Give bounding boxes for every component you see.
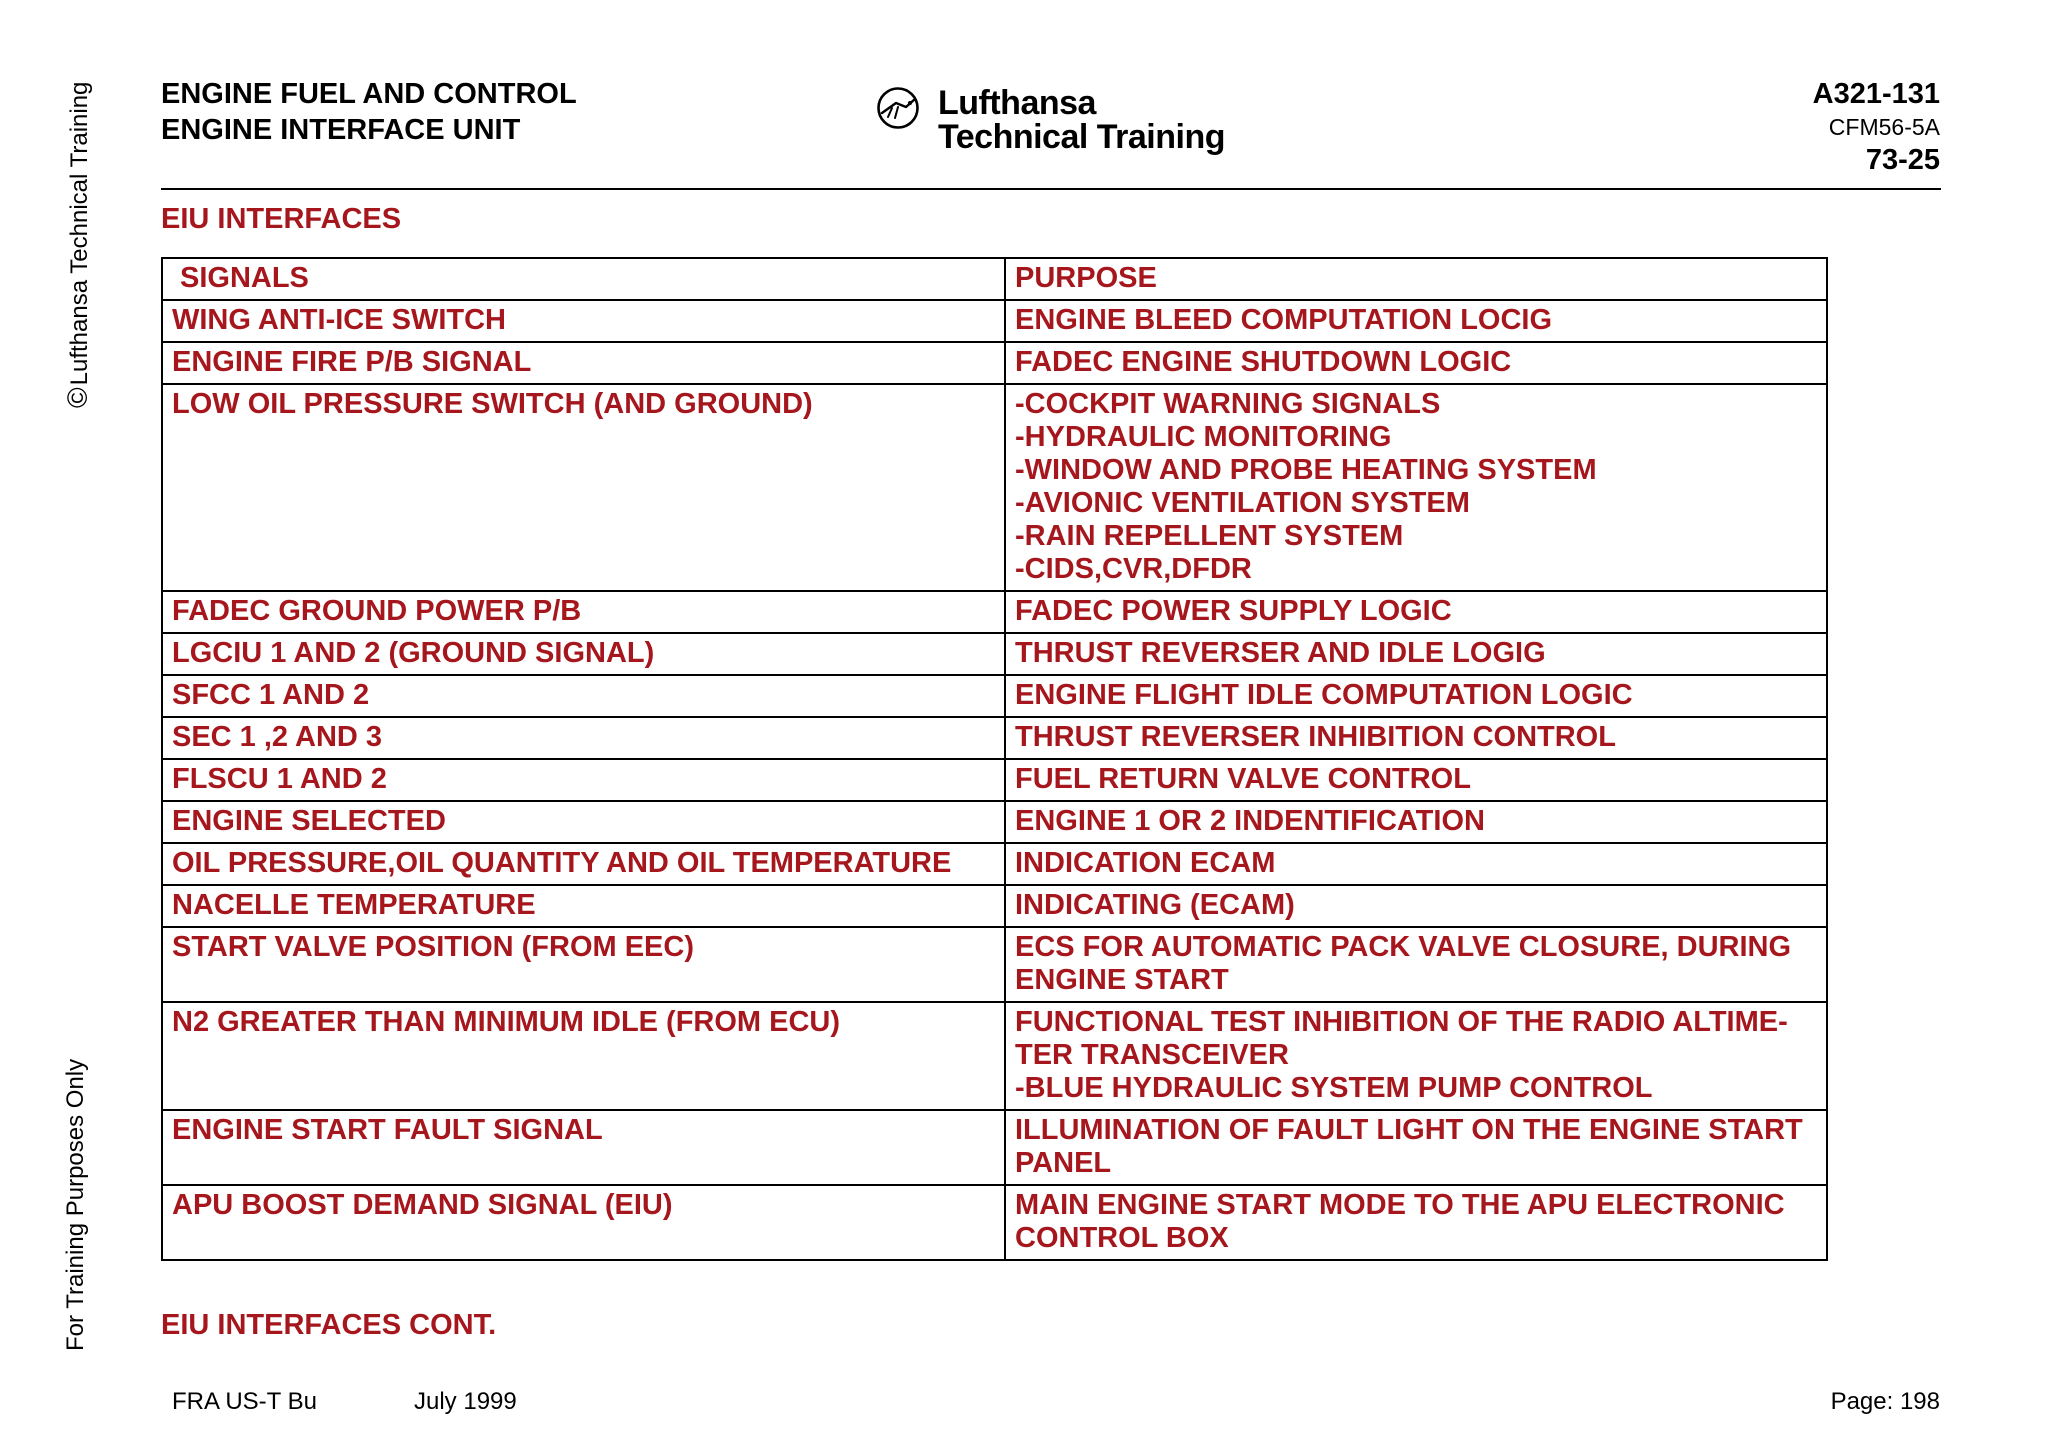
purpose-cell-line: -RAIN REPELLENT SYSTEM bbox=[1015, 520, 1404, 552]
purpose-cell bbox=[1005, 717, 1827, 759]
signal-cell bbox=[162, 591, 1005, 633]
signal-cell bbox=[162, 342, 1005, 384]
signal-cell bbox=[162, 1002, 1005, 1110]
crane-icon bbox=[876, 86, 920, 130]
signal-cell bbox=[162, 927, 1005, 1002]
table-row bbox=[162, 1110, 1827, 1185]
signal-cell bbox=[162, 633, 1005, 675]
lufthansa-logo bbox=[876, 86, 1225, 154]
table-row bbox=[162, 1185, 1827, 1260]
signal-cell-line: WING ANTI-ICE SWITCH bbox=[172, 304, 506, 336]
purpose-cell bbox=[1005, 1002, 1827, 1110]
purpose-cell bbox=[1005, 759, 1827, 801]
table-row bbox=[162, 300, 1827, 342]
signal-cell bbox=[162, 675, 1005, 717]
header-divider bbox=[161, 188, 1941, 190]
signal-cell-line: NACELLE TEMPERATURE bbox=[172, 889, 536, 921]
table-row bbox=[162, 885, 1827, 927]
purpose-cell-line: FUNCTIONAL TEST INHIBITION OF THE RADIO ALTIME- bbox=[1015, 1006, 1788, 1038]
purpose-cell-line: -CIDS,CVR,DFDR bbox=[1015, 553, 1252, 585]
signal-cell-line: ENGINE FIRE P/B SIGNAL bbox=[172, 346, 532, 378]
training-purposes-note: For Training Purposes Only bbox=[62, 1058, 89, 1351]
table-row bbox=[162, 1002, 1827, 1110]
signal-cell-line: SEC 1 ,2 AND 3 bbox=[172, 721, 383, 753]
purpose-cell bbox=[1005, 300, 1827, 342]
logo-line-1: Lufthansa bbox=[938, 84, 1096, 122]
purpose-cell-line: ENGINE BLEED COMPUTATION LOCIG bbox=[1015, 304, 1553, 336]
document-identifiers bbox=[1813, 76, 1940, 178]
purpose-cell bbox=[1005, 591, 1827, 633]
aircraft-type: A321-131 bbox=[1812, 78, 1940, 110]
signal-cell bbox=[162, 384, 1005, 591]
signal-cell bbox=[162, 801, 1005, 843]
purpose-cell bbox=[1005, 1110, 1827, 1185]
signal-cell-line: LOW OIL PRESSURE SWITCH (AND GROUND) bbox=[172, 388, 813, 420]
signal-cell bbox=[162, 1185, 1005, 1260]
section-title-continued: EIU INTERFACES CONT. bbox=[161, 1309, 497, 1341]
purpose-cell-line: FUEL RETURN VALVE CONTROL bbox=[1015, 763, 1471, 795]
signal-cell-line: OIL PRESSURE,OIL QUANTITY AND OIL TEMPERATURE bbox=[172, 847, 952, 879]
footer-page-number: Page: 198 bbox=[1830, 1388, 1940, 1415]
purpose-cell-line: -BLUE HYDRAULIC SYSTEM PUMP CONTROL bbox=[1015, 1072, 1653, 1104]
purpose-cell-line: TER TRANSCEIVER bbox=[1015, 1039, 1289, 1071]
signal-cell-line: FLSCU 1 AND 2 bbox=[172, 763, 387, 795]
ata-chapter: 73-25 bbox=[1865, 144, 1940, 176]
copyright-side-note bbox=[62, 82, 94, 408]
table-row bbox=[162, 717, 1827, 759]
signal-cell bbox=[162, 885, 1005, 927]
purpose-cell-line: ENGINE START bbox=[1015, 964, 1229, 996]
table-row bbox=[162, 591, 1827, 633]
purpose-cell bbox=[1005, 927, 1827, 1002]
table-row bbox=[162, 675, 1827, 717]
purpose-cell-line: INDICATING (ECAM) bbox=[1015, 889, 1295, 921]
table-row bbox=[162, 759, 1827, 801]
document-title bbox=[161, 76, 577, 148]
table-row bbox=[162, 801, 1827, 843]
header-signals: SIGNALS bbox=[162, 258, 1005, 300]
signal-cell-line: ENGINE START FAULT SIGNAL bbox=[172, 1114, 603, 1146]
signal-cell bbox=[162, 1110, 1005, 1185]
purpose-cell-line: -COCKPIT WARNING SIGNALS bbox=[1015, 388, 1441, 420]
purpose-cell bbox=[1005, 675, 1827, 717]
signal-cell bbox=[162, 843, 1005, 885]
purpose-cell-line: THRUST REVERSER INHIBITION CONTROL bbox=[1015, 721, 1616, 753]
title-line-1: ENGINE FUEL AND CONTROL bbox=[161, 78, 577, 110]
purpose-cell bbox=[1005, 384, 1827, 591]
purpose-cell-line: FADEC POWER SUPPLY LOGIC bbox=[1015, 595, 1452, 627]
table-row bbox=[162, 927, 1827, 1002]
signal-cell-line: SFCC 1 AND 2 bbox=[172, 679, 370, 711]
purpose-cell bbox=[1005, 633, 1827, 675]
copyright-symbol: © bbox=[62, 387, 93, 408]
purpose-cell bbox=[1005, 342, 1827, 384]
purpose-cell-line: MAIN ENGINE START MODE TO THE APU ELECTRONIC bbox=[1015, 1189, 1785, 1221]
eiu-interfaces-table bbox=[161, 257, 1828, 1261]
title-line-2: ENGINE INTERFACE UNIT bbox=[161, 114, 521, 146]
footer-date: July 1999 bbox=[414, 1388, 517, 1415]
signal-cell-line: N2 GREATER THAN MINIMUM IDLE (FROM ECU) bbox=[172, 1006, 841, 1038]
signal-cell-line: APU BOOST DEMAND SIGNAL (EIU) bbox=[172, 1189, 673, 1221]
purpose-cell-line: PANEL bbox=[1015, 1147, 1112, 1179]
signal-cell-line: FADEC GROUND POWER P/B bbox=[172, 595, 582, 627]
logo-line-2: Technical Training bbox=[938, 118, 1225, 156]
purpose-cell-line: ENGINE 1 OR 2 INDENTIFICATION bbox=[1015, 805, 1485, 837]
table-header-row bbox=[162, 258, 1827, 300]
purpose-cell bbox=[1005, 843, 1827, 885]
signal-cell bbox=[162, 300, 1005, 342]
purpose-cell bbox=[1005, 801, 1827, 843]
purpose-cell-line: ILLUMINATION OF FAULT LIGHT ON THE ENGINE START bbox=[1015, 1114, 1803, 1146]
purpose-cell-line: INDICATION ECAM bbox=[1015, 847, 1276, 879]
signal-cell-line: ENGINE SELECTED bbox=[172, 805, 446, 837]
purpose-cell-line: THRUST REVERSER AND IDLE LOGIG bbox=[1015, 637, 1546, 669]
purpose-cell-line: CONTROL BOX bbox=[1015, 1222, 1229, 1254]
purpose-cell-line: FADEC ENGINE SHUTDOWN LOGIC bbox=[1015, 346, 1512, 378]
purpose-cell-line: ENGINE FLIGHT IDLE COMPUTATION LOGIC bbox=[1015, 679, 1633, 711]
purpose-cell-line: -AVIONIC VENTILATION SYSTEM bbox=[1015, 487, 1470, 519]
copyright-text: Lufthansa Technical Training bbox=[66, 81, 93, 386]
purpose-cell-line: -HYDRAULIC MONITORING bbox=[1015, 421, 1392, 453]
engine-type: CFM56-5A bbox=[1828, 114, 1940, 140]
purpose-cell bbox=[1005, 885, 1827, 927]
table-row bbox=[162, 633, 1827, 675]
section-title: EIU INTERFACES bbox=[161, 203, 402, 235]
table-row bbox=[162, 384, 1827, 591]
footer-document-code: FRA US-T Bu bbox=[172, 1388, 317, 1415]
signal-cell bbox=[162, 717, 1005, 759]
purpose-cell bbox=[1005, 1185, 1827, 1260]
signal-cell-line: LGCIU 1 AND 2 (GROUND SIGNAL) bbox=[172, 637, 655, 669]
purpose-cell-line: ECS FOR AUTOMATIC PACK VALVE CLOSURE, DURING bbox=[1015, 931, 1792, 963]
signal-cell bbox=[162, 759, 1005, 801]
table-row bbox=[162, 342, 1827, 384]
table-row bbox=[162, 843, 1827, 885]
header-purpose: PURPOSE bbox=[1005, 258, 1827, 300]
signal-cell-line: START VALVE POSITION (FROM EEC) bbox=[172, 931, 694, 963]
purpose-cell-line: -WINDOW AND PROBE HEATING SYSTEM bbox=[1015, 454, 1597, 486]
